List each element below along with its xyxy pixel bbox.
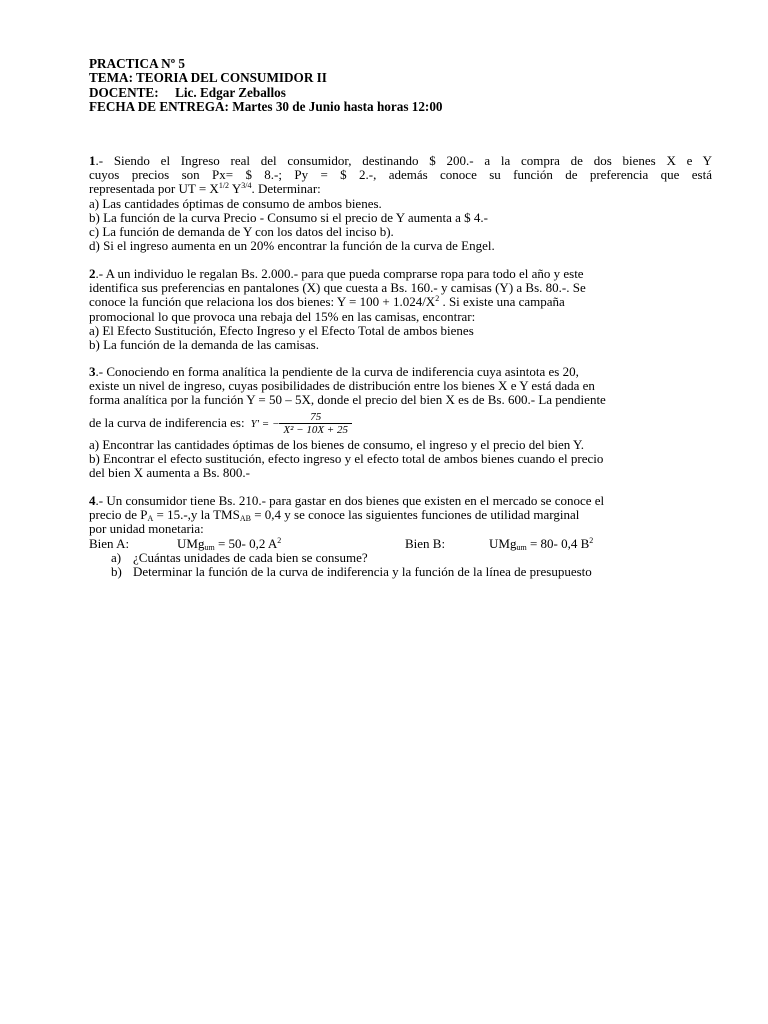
q2-line-2: identifica sus preferencias en pantalones (X) que cuesta a Bs. 160.- y camisas (Y) a Bs. 80.-. Se xyxy=(89,280,586,296)
q4-line-2: precio de $P_A = 15.-,y$ la $TMS_{AB} = 0,4$ y se conoce las siguientes funciones de utilidad marginal xyxy=(89,507,580,524)
document-header xyxy=(89,57,729,115)
question-1 xyxy=(89,154,712,253)
due-date-line: FECHA DE ENTREGA: Martes 30 de Junio hasta horas 12:00 xyxy=(89,99,443,115)
q2-line-3: conoce la función que relaciona los dos bienes: $Y = 100 + 1.024/X^2$ . Si existe una campaña xyxy=(89,294,565,310)
q4-item-b: b) Determinar la función de la curva de indiferencia y la función de la línea de presupuesto xyxy=(111,564,592,580)
q1-item-a: a) Las cantidades óptimas de consumo de ambos bienes. xyxy=(89,195,382,211)
topic-line: TEMA: TEORIA DEL CONSUMIDOR II xyxy=(89,70,327,86)
q4-utility-functions: Bien A: UMg$_{um}$ = 50- 0,2 $A^2$ Bien B: UMg$_{um}$ = 80- 0,4 $B^2$ xyxy=(89,535,594,552)
slope-formula: $\frac{75}{\text{X² − 10X + 25}}$ xyxy=(279,411,352,436)
q1-line-1: 1.- Siendo el Ingreso real del consumidor, destinando $ 200.- a la compra de dos bienes X e Y xyxy=(89,153,712,168)
formula-lhs: Y' = − xyxy=(250,417,280,430)
q1-item-b: b) La función de la curva Precio - Consumo si el precio de Y aumenta a $ 4.- xyxy=(89,209,489,225)
q2-line-4: promocional lo que provoca una rebaja del 15% en las camisas, encontrar: xyxy=(89,308,476,324)
q3-line-3: forma analítica por la función Y = 50 – 5X, donde el precio del bien X es de Bs. 600.- La pendiente xyxy=(89,392,606,408)
practice-number: PRACTICA Nº 5 xyxy=(89,56,185,71)
q2-line-1: 2.- A un individuo le regalan Bs. 2.000.- para que pueda comprarse ropa para todo el año y este xyxy=(89,266,584,281)
q1-line-3: representada por UT = $X^{1/2}$ $Y^{3/4}$. Determinar: xyxy=(89,181,321,197)
q4-item-a: a) ¿Cuántas unidades de cada bien se consume? xyxy=(111,549,368,565)
q4-line-1: 4.- Un consumidor tiene Bs. 210.- para gastar en dos bienes que existen en el mercado se conoce el xyxy=(89,493,605,508)
q3-line-4: de la curva de indiferencia es: Y' = − $\frac{75}{\text{X² − 10X + 25}}$ xyxy=(89,408,712,438)
q1-item-c: c) La función de demanda de Y con los datos del inciso b). xyxy=(89,224,394,240)
q3-item-b-2: del bien X aumenta a Bs. 800.- xyxy=(89,465,251,481)
teacher-line: DOCENTE: Lic. Edgar Zeballos xyxy=(89,84,286,100)
q3-line-1: 3.- Conociendo en forma analítica la pendiente de la curva de indiferencia cuya asintota es 20, xyxy=(89,364,579,379)
q3-line-2: existe un nivel de ingreso, cuyas posibilidades de distribución entre los bienes X e Y está dada en xyxy=(89,378,595,394)
q2-item-a: a) El Efecto Sustitución, Efecto Ingreso y el Efecto Total de ambos bienes xyxy=(89,322,474,338)
q3-item-b-1: b) Encontrar el efecto sustitución, efecto ingreso y el efecto total de ambos bienes cuando el precio xyxy=(89,450,604,466)
q1-item-d: d) Si el ingreso aumenta en un 20% encontrar la función de la curva de Engel. xyxy=(89,238,495,254)
question-2 xyxy=(89,267,712,352)
question-3 xyxy=(89,365,712,480)
question-4 xyxy=(89,494,712,579)
q1-line-2: cuyos precios son Px= $ 8.-; Py = $ 2.-, además conoce su función de preferencia que está xyxy=(89,167,712,183)
q4-line-3: por unidad monetaria: xyxy=(89,521,204,537)
q2-item-b: b) La función de la demanda de las camisas. xyxy=(89,337,319,353)
q3-item-a: a) Encontrar las cantidades óptimas de los bienes de consumo, el ingreso y el precio del bien Y. xyxy=(89,436,584,452)
